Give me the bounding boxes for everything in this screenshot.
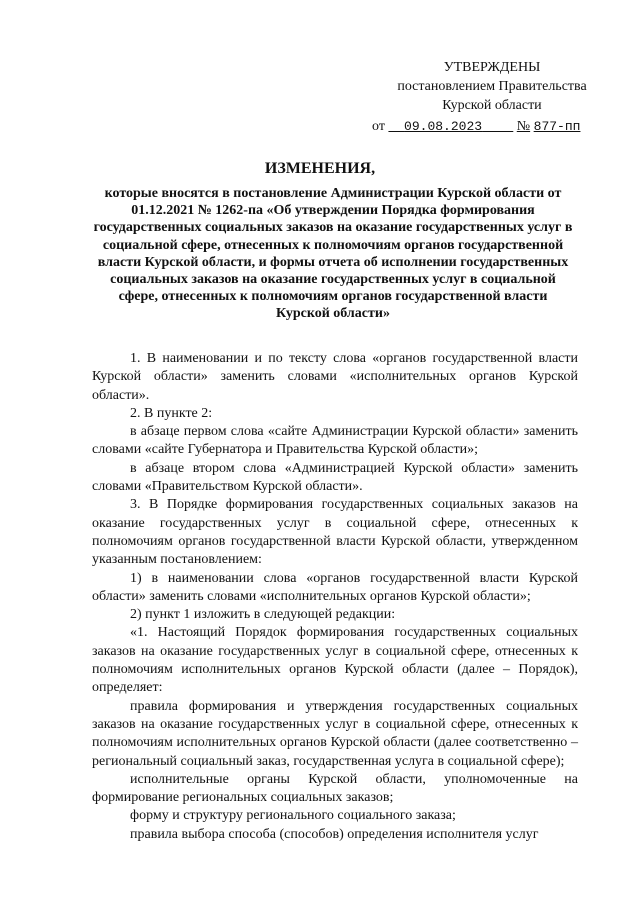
paragraph: правила выбора способа (способов) определения исполнителя услуг — [130, 826, 539, 842]
approval-issuer: постановлением Правительства — [397, 79, 587, 94]
number-prefix: № — [516, 119, 531, 134]
paragraph: 2) пункт 1 изложить в следующей редакции: — [130, 607, 396, 623]
document-title: ИЗМЕНЕНИЯ, — [264, 160, 376, 177]
paragraph: в абзаце втором слова «Администрацией Курской области» заменить словами «Правительством Курской области». — [92, 460, 578, 495]
paragraph: в абзаце первом слова «сайте Администрации Курской области» заменить словами «сайте Губернатора и Правительства Курской области»; — [92, 424, 578, 458]
approval-date: 09.08.2023 — [404, 119, 483, 134]
paragraph: «1. Настоящий Порядок формирования государственных социальных заказов на оказание государственных услуг в социальной сфере, отнесенных к полномочиям исполнительных органов Курской области (далее – Порядок), определяет: — [92, 625, 578, 696]
approval-stamp — [372, 58, 612, 136]
paragraph: 1) в наименовании слова «органов государственной власти Курской области» заменить словами «исполнительных органов Курской области»; — [92, 570, 578, 604]
paragraph: форму и структуру регионального социального заказа; — [130, 808, 456, 824]
paragraph: 2. В пункте 2: — [130, 405, 213, 421]
paragraph: 3. В Порядке формирования государственных социальных заказов на оказание государственных услуг в социальной сфере, отнесенных к полномочиям органов государственной власти Курской области, утвержденном указанным постановлением: — [92, 497, 578, 568]
approval-date-line — [372, 117, 612, 136]
approval-heading: УТВЕРЖДЕНЫ — [443, 60, 541, 75]
paragraph: 1. В наименовании и по тексту слова «органов государственной власти Курской области» заменить словами «исполнительных органов Курской области». — [92, 351, 578, 403]
approval-region: Курской области — [442, 98, 542, 113]
document-subtitle: которые вносятся в постановление Администрации Курской области от 01.12.2021 № 1262-па «Об утверждении Порядка формирования государственных социальных заказов на оказание государственных услуг в социальной сфере, отнесенных к полномочиям органов государственной власти Курской области, и формы отчета об исполнении государственных социальных заказов на оказание государственных услуг в социальной сфере, отнесенных к полномочиям органов государственной власти Курской области» — [93, 186, 573, 322]
document-body — [92, 350, 578, 844]
approval-number: 877-пп — [533, 119, 581, 134]
date-prefix: от — [372, 119, 385, 134]
paragraph: правила формирования и утверждения государственных социальных заказов на оказание государственных услуг в социальной сфере, отнесенных к полномочиям исполнительных органов Курской области (далее соответственно – региональный социальный заказ, государственная услуга в социальной сфере); — [92, 698, 578, 769]
paragraph: исполнительные органы Курской области, уполномоченные на формирование региональных социальных заказов; — [92, 771, 578, 806]
